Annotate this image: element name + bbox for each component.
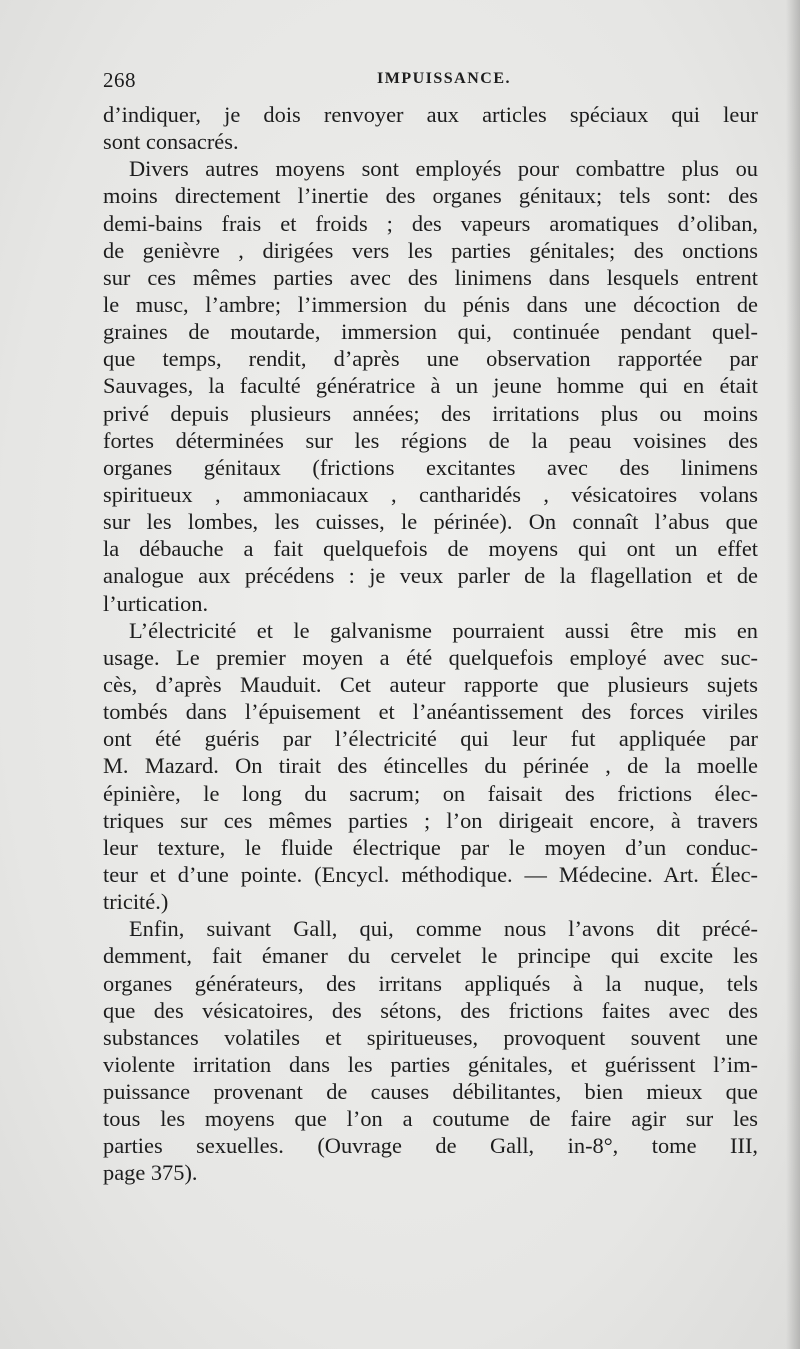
text-line: triques sur ces mêmes parties ; l’on dirigeait encore, à travers	[103, 807, 758, 833]
text-line: spiritueux , ammoniacaux , cantharidés , vésicatoires volans	[103, 481, 758, 507]
text-line: que des vésicatoires, des sétons, des frictions faites avec des	[103, 997, 758, 1023]
text-line: d’indiquer, je dois renvoyer aux articles spéciaux qui leur	[103, 102, 758, 127]
text-line: tricité.)	[103, 889, 169, 915]
text-line: le musc, l’ambre; l’immersion du pénis dans une décoction de	[103, 291, 758, 317]
text-line: parties sexuelles. (Ouvrage de Gall, in-8°, tome III,	[103, 1133, 758, 1159]
text-line: graines de moutarde, immersion qui, continuée pendant quel-	[103, 319, 758, 345]
text-line: demment, fait émaner du cervelet le principe qui excite les	[103, 943, 758, 969]
text-line: page 375).	[103, 1160, 198, 1186]
text-line: Divers autres moyens sont employés pour combattre plus ou	[129, 156, 758, 182]
text-line: substances volatiles et spiritueuses, provoquent souvent une	[103, 1024, 758, 1050]
body-text	[103, 101, 758, 1187]
text-line: cès, d’après Mauduit. Cet auteur rapporte que plusieurs sujets	[103, 671, 758, 697]
page-header	[103, 68, 755, 96]
text-line: que temps, rendit, d’après une observation rapportée par	[103, 346, 758, 372]
text-line: fortes déterminées sur les régions de la peau voisines des	[103, 427, 758, 453]
text-line: privé depuis plusieurs années; des irritations plus ou moins	[103, 400, 758, 426]
text-line: épinière, le long du sacrum; on faisait des frictions élec-	[103, 780, 758, 806]
text-line: teur et d’une pointe. (Encycl. méthodique. — Médecine. Art. Élec-	[103, 861, 758, 887]
text-line: leur texture, le fluide électrique par le moyen d’un conduc-	[103, 834, 758, 860]
text-line: organes génitaux (frictions excitantes avec des linimens	[103, 454, 758, 480]
text-line: moins directement l’inertie des organes génitaux; tels sont: des	[103, 183, 758, 209]
text-line: Sauvages, la faculté génératrice à un jeune homme qui en était	[103, 373, 758, 399]
text-line: sont consacrés.	[103, 129, 239, 155]
page-number: 268	[103, 68, 136, 92]
text-line: L’électricité et le galvanisme pourraient aussi être mis en	[129, 617, 758, 643]
text-line: sur les lombes, les cuisses, le périnée). On connaît l’abus que	[103, 509, 758, 535]
text-line: sur ces mêmes parties avec des linimens dans lesquels entrent	[103, 264, 758, 290]
text-line: l’urtication.	[103, 590, 209, 616]
page-edge-shadow	[786, 0, 800, 1349]
text-line: la débauche a fait quelquefois de moyens qui ont un effet	[103, 536, 758, 562]
text-line: organes générateurs, des irritans appliqués à la nuque, tels	[103, 970, 758, 996]
text-line: ont été guéris par l’électricité qui leur fut appliquée par	[103, 726, 758, 752]
text-line: Enfin, suivant Gall, qui, comme nous l’avons dit précé-	[129, 916, 758, 942]
text-line: tombés dans l’épuisement et l’anéantissement des forces viriles	[103, 699, 758, 725]
text-line: analogue aux précédens : je veux parler de la flagellation et de	[103, 563, 758, 589]
text-line: tous les moyens que l’on a coutume de faire agir sur les	[103, 1106, 758, 1132]
running-head: IMPUISSANCE.	[376, 70, 511, 87]
text-line: usage. Le premier moyen a été quelquefois employé avec suc-	[103, 644, 758, 670]
text-line: M. Mazard. On tirait des étincelles du périnée , de la moelle	[103, 753, 758, 779]
text-line: de genièvre , dirigées vers les parties génitales; des onctions	[103, 237, 758, 263]
text-line: violente irritation dans les parties génitales, et guérissent l’im-	[103, 1051, 758, 1077]
text-line: demi-bains frais et froids ; des vapeurs aromatiques d’oliban,	[103, 210, 758, 236]
text-line: puissance provenant de causes débilitantes, bien mieux que	[103, 1079, 758, 1105]
